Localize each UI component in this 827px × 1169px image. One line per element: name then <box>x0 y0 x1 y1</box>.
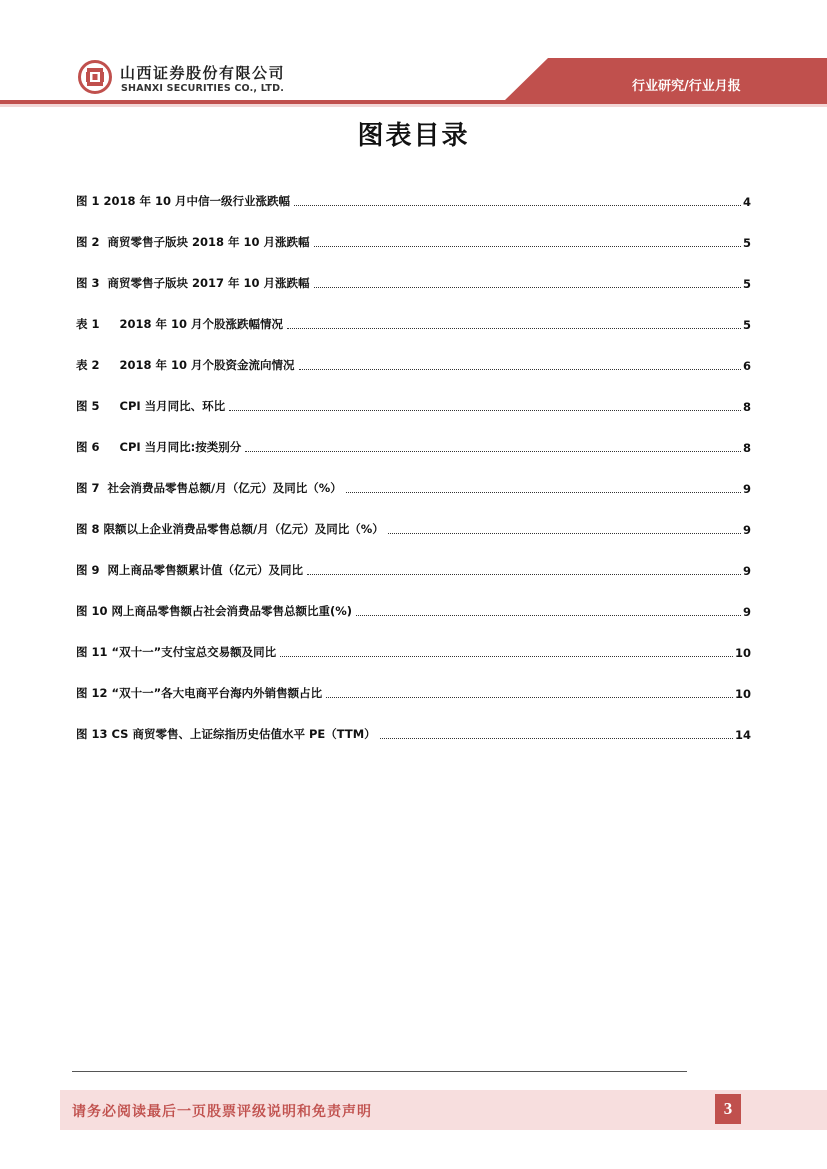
toc-entry-label: 图 6 CPI 当月同比:按类别分 <box>76 440 242 454</box>
dot-leader <box>245 451 741 452</box>
toc-entry[interactable] <box>76 701 751 742</box>
company-name-cn: 山西证券股份有限公司 <box>120 64 286 82</box>
shanxi-securities-logo-icon <box>78 60 112 94</box>
company-name-en: SHANXI SECURITIES CO., LTD. <box>121 83 285 94</box>
page-header <box>0 0 827 110</box>
toc-entry[interactable] <box>76 660 751 701</box>
dot-leader <box>299 369 741 370</box>
toc-entry[interactable] <box>76 291 751 332</box>
toc-entry-page: 5 <box>742 277 751 291</box>
toc-entry[interactable] <box>76 578 751 619</box>
toc-entry-page: 8 <box>742 441 751 455</box>
toc-entry-page: 9 <box>742 482 751 496</box>
toc-entry-page: 10 <box>734 687 751 701</box>
toc-entry-page: 4 <box>742 195 751 209</box>
toc-entry[interactable] <box>76 332 751 373</box>
toc-entry-label: 图 9 网上商品零售额累计值（亿元）及同比 <box>76 563 304 577</box>
toc-entry-page: 5 <box>742 318 751 332</box>
toc-entry[interactable] <box>76 250 751 291</box>
toc-entry-page: 10 <box>734 646 751 660</box>
dot-leader <box>307 574 741 575</box>
toc-entry-label: 图 7 社会消费品零售总额/月（亿元）及同比（%） <box>76 481 342 495</box>
toc-entry-label: 图 10 网上商品零售额占社会消费品零售总额比重(%) <box>76 604 353 618</box>
toc-entry-label: 图 5 CPI 当月同比、环比 <box>76 399 226 413</box>
dot-leader <box>229 410 741 411</box>
dot-leader <box>388 533 741 534</box>
dot-leader <box>314 287 741 288</box>
toc-entry-label: 图 11 “双十一”支付宝总交易额及同比 <box>76 645 277 659</box>
toc-entry-label: 表 2 2018 年 10 月个股资金流向情况 <box>76 358 295 372</box>
toc-entry[interactable] <box>76 209 751 250</box>
dot-leader <box>356 615 741 616</box>
dot-leader <box>380 738 733 739</box>
toc-entry[interactable] <box>76 373 751 414</box>
report-type-label: 行业研究/行业月报 <box>632 79 741 94</box>
dot-leader <box>280 656 733 657</box>
dot-leader <box>326 697 733 698</box>
dot-leader <box>287 328 741 329</box>
dot-leader <box>314 246 741 247</box>
toc-entry-label: 图 3 商贸零售子版块 2017 年 10 月涨跌幅 <box>76 276 310 290</box>
disclaimer-text: 请务必阅读最后一页股票评级说明和免责声明 <box>72 1104 372 1120</box>
toc-entry-label: 图 2 商贸零售子版块 2018 年 10 月涨跌幅 <box>76 235 310 249</box>
toc-entry[interactable] <box>76 414 751 455</box>
toc-entry-label: 图 13 CS 商贸零售、上证综指历史估值水平 PE（TTM） <box>76 727 376 741</box>
dot-leader <box>294 205 741 206</box>
toc-entry-label: 图 1 2018 年 10 月中信一级行业涨跌幅 <box>76 194 291 208</box>
toc-entry-label: 图 12 “双十一”各大电商平台海内外销售额占比 <box>76 686 323 700</box>
table-of-figures <box>76 168 751 742</box>
toc-entry-label: 表 1 2018 年 10 月个股涨跌幅情况 <box>76 317 284 331</box>
toc-entry[interactable] <box>76 168 751 209</box>
toc-entry-page: 9 <box>742 523 751 537</box>
page-number: 3 <box>715 1094 741 1124</box>
toc-entry-label: 图 8 限额以上企业消费品零售总额/月（亿元）及同比（%） <box>76 522 384 536</box>
toc-entry-page: 8 <box>742 400 751 414</box>
toc-entry[interactable] <box>76 455 751 496</box>
toc-entry-page: 14 <box>734 728 751 742</box>
toc-entry-page: 9 <box>742 564 751 578</box>
toc-entry-page: 5 <box>742 236 751 250</box>
toc-entry-page: 6 <box>742 359 751 373</box>
toc-entry[interactable] <box>76 537 751 578</box>
toc-entry[interactable] <box>76 496 751 537</box>
dot-leader <box>346 492 741 493</box>
page-title: 图表目录 <box>357 121 470 151</box>
toc-entry[interactable] <box>76 619 751 660</box>
toc-entry-page: 9 <box>742 605 751 619</box>
footer-divider <box>72 1071 687 1072</box>
